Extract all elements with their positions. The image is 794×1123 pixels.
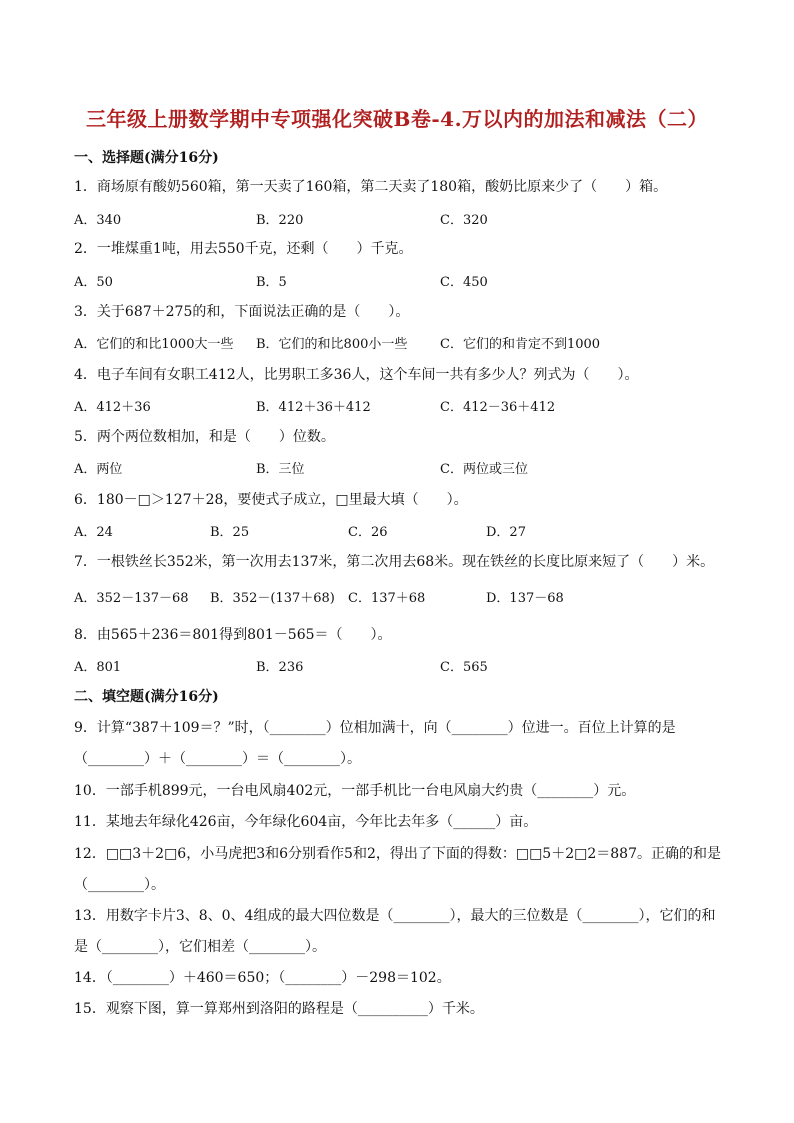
question-14: 14．（________）＋460＝650；（________）－298＝102。 — [74, 970, 451, 986]
question-8: 8．由565＋236＝801得到801－565＝（ ）。 — [74, 627, 392, 643]
q4-option-c: C．412－36＋412 — [440, 400, 556, 415]
q1-option-a: A．340 — [74, 213, 122, 228]
question-9-line-2: （________）＋（________）＝（________）。 — [74, 751, 361, 767]
question-2: 2．一堆煤重1吨，用去550千克，还剩（ ）千克。 — [74, 241, 413, 257]
question-13-line-2: 是（________），它们相差（________）。 — [74, 939, 326, 955]
q7-option-a: A．352－137－68 — [74, 591, 189, 606]
q5-option-b: B．三位 — [256, 462, 305, 477]
q2-option-c: C．450 — [440, 275, 488, 290]
q3-option-c: C．它们的和肯定不到1000 — [440, 337, 601, 352]
question-6: 6．180－□＞127＋28，要使式子成立，□里最大填（ ）。 — [74, 492, 468, 508]
question-12-line-2: （________）。 — [74, 877, 165, 893]
question-15: 15．观察下图，算一算郑州到洛阳的路程是（__________）千米。 — [74, 1001, 484, 1017]
question-1: 1．商场原有酸奶560箱，第一天卖了160箱，第二天卖了180箱，酸奶比原来少了（ ）箱。 — [74, 179, 668, 195]
q7-option-b: B．352－(137＋68) — [210, 591, 335, 606]
q6-option-d: D．27 — [486, 525, 526, 540]
section-heading-fill-blank: 二、填空题(满分16分) — [74, 689, 219, 705]
q5-option-c: C．两位或三位 — [440, 462, 528, 477]
q8-option-b: B．236 — [256, 660, 304, 675]
question-11: 11．某地去年绿化426亩，今年绿化604亩，今年比去年多（______）亩。 — [74, 814, 538, 830]
q8-option-c: C．565 — [440, 660, 488, 675]
question-13-line-1: 13．用数字卡片3、8、0、4组成的最大四位数是（________），最大的三位数是（________），它们的和 — [74, 908, 716, 924]
question-12-line-1: 12．□□3＋2□6，小马虎把3和6分别看作5和2，得出了下面的得数：□□5＋2□2＝887。正确的和是 — [74, 846, 721, 862]
q7-option-d: D．137－68 — [486, 591, 564, 606]
q1-option-c: C．320 — [440, 213, 488, 228]
q4-option-a: A．412＋36 — [74, 400, 151, 415]
q1-option-b: B．220 — [256, 213, 304, 228]
question-7: 7．一根铁丝长352米，第一次用去137米，第二次用去68米。现在铁丝的长度比原来短了（ ）米。 — [74, 554, 715, 570]
q2-option-a: A．50 — [74, 275, 113, 290]
q7-option-c: C．137＋68 — [348, 591, 426, 606]
page-title: 三年级上册数学期中专项强化突破B卷-4.万以内的加法和减法（二） — [85, 107, 709, 131]
question-3: 3．关于687＋275的和，下面说法正确的是（ ）。 — [74, 304, 410, 320]
q4-option-b: B．412＋36＋412 — [256, 400, 371, 415]
question-10: 10．一部手机899元，一台电风扇402元，一部手机比一台电风扇大约贵（________）元。 — [74, 783, 636, 799]
q6-option-b: B．25 — [210, 525, 250, 540]
question-4: 4．电子车间有女职工412人，比男职工多36人，这个车间一共有多少人？列式为（ ）。 — [74, 367, 639, 383]
section-heading-choice: 一、选择题(满分16分) — [74, 150, 219, 166]
q6-option-a: A．24 — [74, 525, 113, 540]
q8-option-a: A．801 — [74, 660, 122, 675]
question-9-line-1: 9．计算“387＋109＝？”时，（________）位相加满十，向（________）位进一。百位上计算的是 — [74, 720, 676, 736]
q6-option-c: C．26 — [348, 525, 388, 540]
q5-option-a: A．两位 — [74, 462, 123, 477]
question-5: 5．两个两位数相加，和是（ ）位数。 — [74, 429, 335, 445]
q3-option-b: B．它们的和比800小一些 — [256, 337, 408, 352]
q3-option-a: A．它们的和比1000大一些 — [74, 337, 234, 352]
q2-option-b: B．5 — [256, 275, 287, 290]
